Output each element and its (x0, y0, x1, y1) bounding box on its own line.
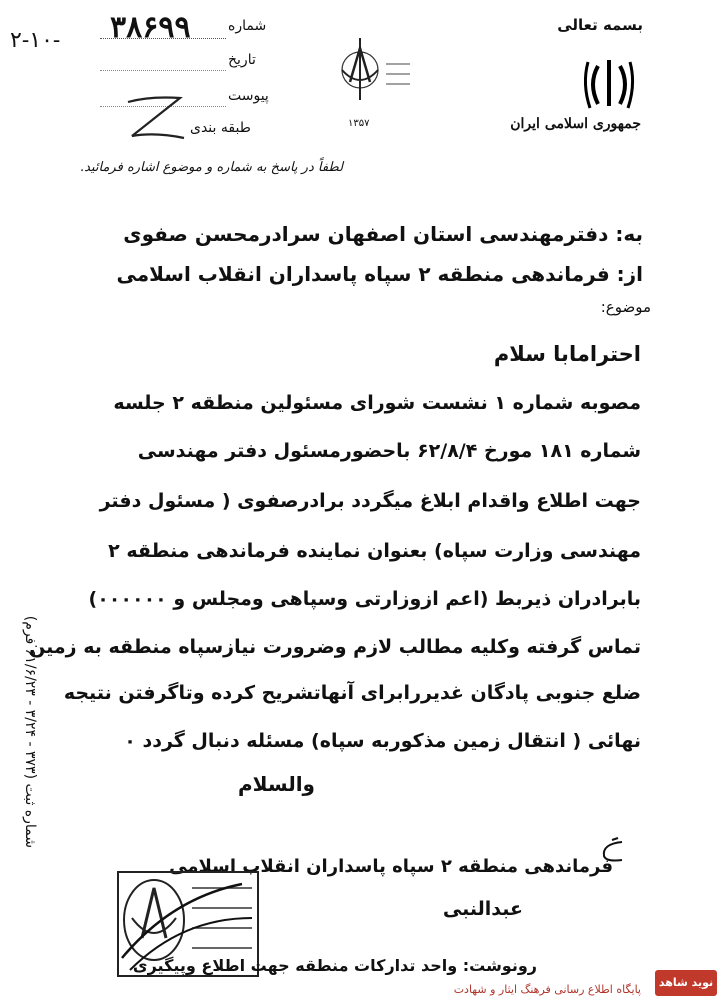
date-rule (100, 70, 226, 71)
reference-note: لطفاً در پاسخ به شماره و موضوع اشاره فرمائید. (80, 160, 344, 175)
closing: والسلام (238, 772, 315, 796)
site-logo (655, 970, 717, 996)
emblem-year: ۱۳۵۷ (348, 118, 370, 129)
body-line-1: مصوبه شماره ۱ نشست شورای مسئولین منطقه ۲ جلسه (113, 392, 641, 414)
besmeh-text: بسمه تعالی (557, 16, 643, 34)
to-line: به: دفترمهندسی استان اصفهان سرادرمحسن صفوی (123, 222, 643, 246)
z-mark-icon (120, 92, 190, 147)
republic-name: جمهوری اسلامی ایران (510, 116, 641, 132)
from-line: از: فرماندهی منطقه ۲ سپاه پاسداران انقلاب اسلامی (116, 262, 643, 286)
signature-name: عبدالنبی (442, 898, 523, 920)
body-line-3: جهت اطلاع واقدام ابلاغ میگردد برادرصفوی ( مسئول دفتر (99, 490, 641, 512)
body-line-8: نهائی ( انتقال زمین مذکوربه سپاه) مسئله دنبال گردد ۰ (124, 730, 641, 752)
irgc-emblem-icon (328, 30, 418, 120)
body-line-5: بابرادران ذیربط (اعم ازوزارتی وسپاهی ومجلس و ۰۰۰۰۰۰) (88, 588, 641, 610)
number-label: شماره (228, 18, 267, 34)
number-value: ۳۸۶۹۹ (110, 10, 191, 45)
site-name: پایگاه اطلاع رسانی فرهنگ ایثار و شهادت (453, 983, 641, 996)
date-label: تاریخ (228, 52, 256, 68)
body-line-6: تماس گرفته وکلیه مطالب لازم وضرورت نیازسپاه منطقه به زمین (29, 636, 641, 658)
copy-line: رونوشت: واحد تدارکات منطقه جهت اطلاع وپیگیری (132, 956, 537, 975)
signature-title: فرماندهی منطقه ۲ سپاه پاسداران انقلاب اسلامی (169, 856, 613, 877)
body-line-2: شماره ۱۸۱ مورخ ۶۲/۸/۴ باحضورمسئول دفتر مهندسی (137, 440, 641, 462)
body-line-4: مهندسی وزارت سپاه) بعنوان نماینده فرماندهی منطقه ۲ (108, 540, 641, 562)
site-logo-text: نوید شاهد (658, 976, 714, 989)
greeting: احترامابا سلام (493, 342, 641, 366)
side-note: شماره ثبت (۳۷۳ - ۳/۲۴ - ۶۱/۶/۲۳ فرم) (22, 615, 38, 848)
margin-code: ۲-۱۰- (10, 28, 61, 53)
subject-label: موضوع: (600, 298, 651, 316)
iran-emblem-icon (580, 56, 638, 112)
body-line-7: ضلع جنوبی پادگان غدیررابرای آنهاتشریح کرده وتاگرفتن نتیجه (63, 682, 641, 704)
attachment-label: پیوست (228, 88, 269, 104)
classification-label: طبقه بندی (190, 120, 251, 136)
number-rule (100, 38, 226, 39)
